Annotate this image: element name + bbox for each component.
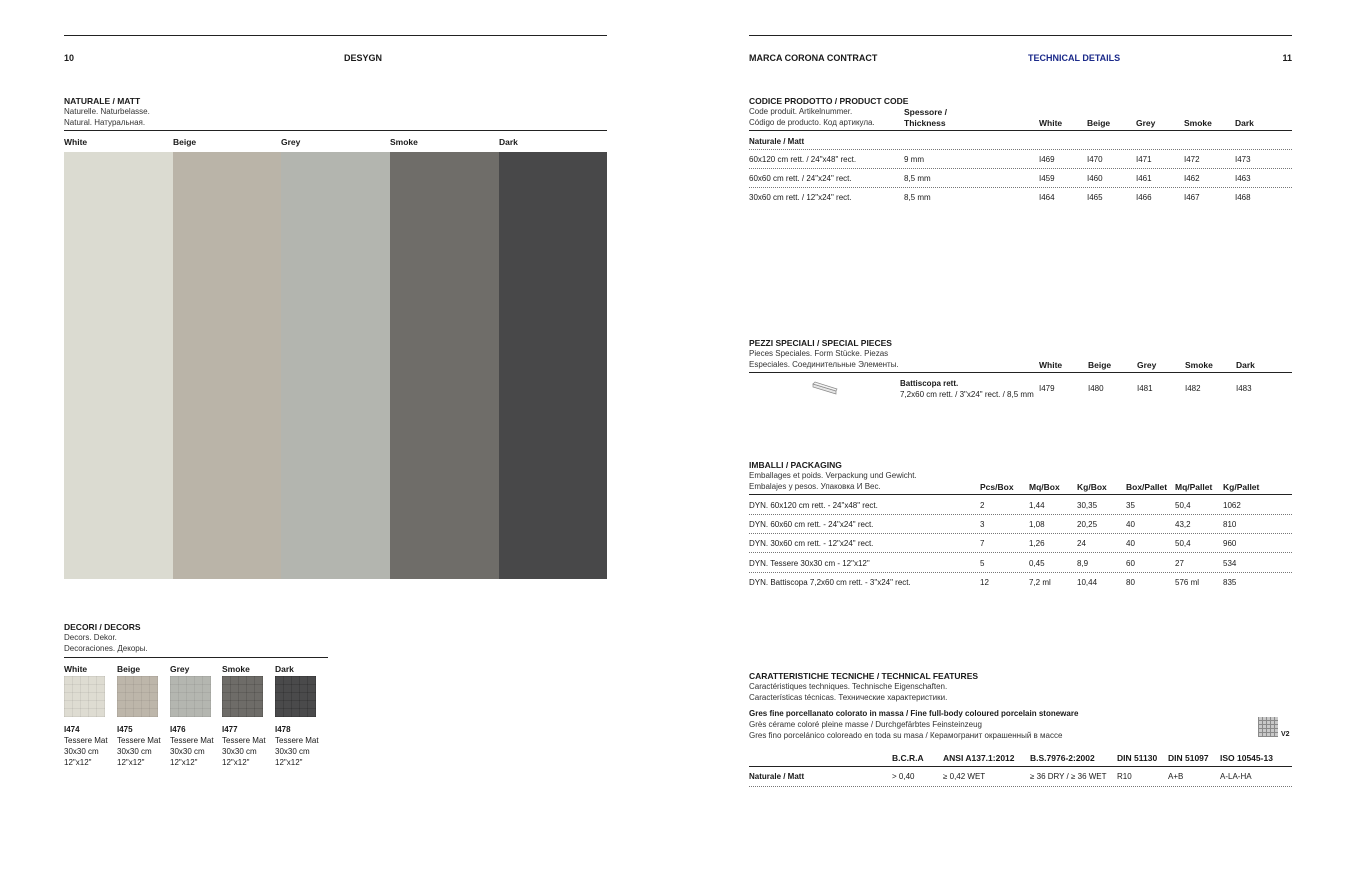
tf-head-din51097: DIN 51097	[1168, 753, 1209, 763]
pk-row2-v4: 40	[1126, 520, 1135, 529]
pk-row1-v1: 2	[980, 501, 985, 510]
pk-row4-name: DYN. Tessere 30x30 cm - 12"x12"	[749, 559, 870, 568]
decor-caption-smoke	[222, 724, 266, 768]
decor-code: I477	[222, 725, 238, 734]
decor-line1: Tessere Mat	[117, 736, 161, 745]
pc-row3-code-white: I464	[1039, 193, 1055, 202]
right-brand: MARCA CORONA CONTRACT	[749, 53, 878, 63]
decor-line1: Tessere Mat	[222, 736, 266, 745]
tf-val-bcra: > 0,40	[892, 772, 915, 781]
decor-line2: 30x30 cm	[64, 747, 99, 756]
pk-head-box-pallet: Box/Pallet	[1126, 482, 1168, 492]
pk-row5-name: DYN. Battiscopa 7,2x60 cm rett. - 3"x24" rect.	[749, 578, 911, 587]
pk-row5-v3: 10,44	[1077, 578, 1098, 587]
v2-badge: V2	[1281, 731, 1290, 738]
pk-divider	[749, 572, 1292, 573]
decor-line2: 30x30 cm	[222, 747, 257, 756]
pk-row2-v2: 1,08	[1029, 520, 1045, 529]
sp-col-white: White	[1039, 360, 1063, 370]
pk-head-mq-box: Mq/Box	[1029, 482, 1060, 492]
tile-swatch-beige	[173, 152, 281, 579]
pc-row3-thk: 8,5 mm	[904, 193, 931, 202]
pc-row2-thk: 8,5 mm	[904, 174, 931, 183]
sp-code-smoke: I482	[1185, 384, 1201, 393]
tf-head-ansi: ANSI A137.1:2012	[943, 753, 1015, 763]
pk-row3-v5: 50,4	[1175, 539, 1191, 548]
decor-line2: 30x30 cm	[275, 747, 310, 756]
decor-color-white: White	[64, 664, 88, 674]
pc-col-grey: Grey	[1136, 118, 1156, 128]
pk-row1-v2: 1,44	[1029, 501, 1045, 510]
decor-caption-dark	[275, 724, 319, 768]
tf-head-bs: B.S.7976-2:2002	[1030, 753, 1095, 763]
decor-line1: Tessere Mat	[275, 736, 319, 745]
right-top-rule	[749, 35, 1292, 36]
color-label-grey: Grey	[281, 137, 301, 147]
pc-group-label: Naturale / Matt	[749, 137, 805, 146]
pk-divider	[749, 533, 1292, 534]
packaging-rule	[749, 494, 1292, 495]
pc-row3-code-smoke: I467	[1184, 193, 1200, 202]
product-code-rule	[749, 130, 1292, 131]
special-item-name: Battiscopa rett.	[900, 379, 959, 388]
special-rule	[749, 372, 1292, 373]
features-sub2: Características técnicas. Технические характеристики.	[749, 693, 948, 702]
pk-row2-v5: 43,2	[1175, 520, 1191, 529]
pk-row5-v5: 576 ml	[1175, 578, 1200, 587]
pc-row2-size: 60x60 cm rett. / 24"x24" rect.	[749, 174, 852, 183]
pc-row3-code-grey: I466	[1136, 193, 1152, 202]
thickness-header-1: Spessore /	[904, 107, 947, 117]
pk-row2-v3: 20,25	[1077, 520, 1098, 529]
brand-title: DESYGN	[344, 53, 383, 63]
decor-code: I476	[170, 725, 186, 734]
packaging-sub2: Embalajes y pesos. Упаковка И Вес.	[749, 482, 881, 491]
sp-col-beige: Beige	[1088, 360, 1112, 370]
pc-col-beige: Beige	[1087, 118, 1111, 128]
decor-color-beige: Beige	[117, 664, 141, 674]
pk-row4-v3: 8,9	[1077, 559, 1089, 568]
pk-row5-v1: 12	[980, 578, 989, 587]
pc-row1-code-smoke: I472	[1184, 155, 1200, 164]
decor-mosaic-smoke	[222, 676, 263, 717]
decor-caption-grey	[170, 724, 214, 768]
material-sub1: Grès cérame coloré pleine masse / Durchgefärbtes Feinsteinzeug	[749, 720, 982, 729]
pc-row2-code-smoke: I462	[1184, 174, 1200, 183]
pc-row1-code-beige: I470	[1087, 155, 1103, 164]
pc-row2-code-white: I459	[1039, 174, 1055, 183]
pk-row3-name: DYN. 30x60 cm rett. - 12"x24" rect.	[749, 539, 874, 548]
tf-row-label: Naturale / Matt	[749, 772, 805, 781]
color-label-beige: Beige	[173, 137, 197, 147]
pk-head-kg-pallet: Kg/Pallet	[1223, 482, 1260, 492]
decor-mosaic-dark	[275, 676, 316, 717]
tf-val-din51130: R10	[1117, 772, 1132, 781]
decor-mosaic-white	[64, 676, 105, 717]
pk-row4-v2: 0,45	[1029, 559, 1045, 568]
special-sub2: Especiales. Соединительные Элементы.	[749, 360, 899, 369]
sp-col-smoke: Smoke	[1185, 360, 1213, 370]
section-title: TECHNICAL DETAILS	[1028, 53, 1121, 63]
special-sub1: Pieces Speciales. Form Stücke. Piezas	[749, 349, 889, 358]
pc-divider	[749, 187, 1292, 188]
tf-head-iso: ISO 10545-13	[1220, 753, 1273, 763]
decori-sub1: Decors. Dekor.	[64, 633, 117, 642]
pc-col-smoke: Smoke	[1184, 118, 1212, 128]
pk-row4-v4: 60	[1126, 559, 1135, 568]
pc-row3-size: 30x60 cm rett. / 12"x24" rect.	[749, 193, 852, 202]
pk-row4-v1: 5	[980, 559, 985, 568]
pc-row3-code-beige: I465	[1087, 193, 1103, 202]
pc-row2-code-dark: I463	[1235, 174, 1251, 183]
features-rule	[749, 766, 1292, 767]
decor-code: I475	[117, 725, 133, 734]
pk-row4-v6: 534	[1223, 559, 1237, 568]
pc-row2-code-grey: I461	[1136, 174, 1152, 183]
pk-row5-v2: 7,2 ml	[1029, 578, 1051, 587]
pc-row3-code-dark: I468	[1235, 193, 1251, 202]
pk-head-kg-box: Kg/Box	[1077, 482, 1107, 492]
tf-val-din51097: A+B	[1168, 772, 1184, 781]
tf-val-ansi: ≥ 0,42 WET	[943, 772, 986, 781]
finish-rule	[64, 130, 607, 131]
product-code-sub2: Código de producto. Код артикула.	[749, 118, 875, 127]
tf-val-bs: ≥ 36 DRY / ≥ 36 WET	[1030, 772, 1107, 781]
tile-swatch-smoke	[390, 152, 499, 579]
sp-col-grey: Grey	[1137, 360, 1157, 370]
finish-title: NATURALE / MATT	[64, 96, 141, 106]
decori-sub2: Decoraciones. Декоры.	[64, 644, 148, 653]
decor-line2: 30x30 cm	[170, 747, 205, 756]
decor-code: I474	[64, 725, 80, 734]
finish-sub1: Naturelle. Naturbelasse.	[64, 107, 150, 116]
pk-row3-v3: 24	[1077, 539, 1086, 548]
material-sub2: Gres fino porcelánico coloreado en toda su masa / Керамогранит окрашенный в массе	[749, 731, 1063, 740]
pk-row5-v6: 835	[1223, 578, 1237, 587]
sp-code-white: I479	[1039, 384, 1055, 393]
tile-swatch-dark	[499, 152, 607, 579]
tf-head-bcra: B.C.R.A	[892, 753, 924, 763]
skirting-board-icon	[812, 381, 838, 395]
color-label-dark: Dark	[499, 137, 518, 147]
decori-title: DECORI / DECORS	[64, 622, 141, 632]
decor-color-smoke: Smoke	[222, 664, 250, 674]
pc-row2-code-beige: I460	[1087, 174, 1103, 183]
pk-head-mq-pallet: Mq/Pallet	[1175, 482, 1213, 492]
tf-divider	[749, 786, 1292, 787]
decor-caption-beige	[117, 724, 161, 768]
decor-line3: 12"x12"	[222, 758, 250, 767]
decor-line3: 12"x12"	[117, 758, 145, 767]
material-title: Gres fine porcellanato colorato in massa / Fine full-body coloured porcelain stoneware	[749, 709, 1079, 718]
pk-divider	[749, 514, 1292, 515]
pk-divider	[749, 552, 1292, 553]
left-top-rule	[64, 35, 607, 36]
pk-row2-name: DYN. 60x60 cm rett. - 24"x24" rect.	[749, 520, 874, 529]
left-page-number: 10	[64, 53, 75, 63]
decor-code: I478	[275, 725, 291, 734]
product-code-title: CODICE PRODOTTO / PRODUCT CODE	[749, 96, 909, 106]
pc-divider	[749, 168, 1292, 169]
sp-code-dark: I483	[1236, 384, 1252, 393]
pk-row5-v4: 80	[1126, 578, 1135, 587]
features-sub1: Caractéristiques techniques. Technische Eigenschaften.	[749, 682, 948, 691]
decor-line1: Tessere Mat	[64, 736, 108, 745]
pk-row2-v6: 810	[1223, 520, 1237, 529]
pk-row1-v3: 30,35	[1077, 501, 1098, 510]
sp-code-grey: I481	[1137, 384, 1153, 393]
pc-col-white: White	[1039, 118, 1063, 128]
pc-row1-thk: 9 mm	[904, 155, 924, 164]
pk-row1-name: DYN. 60x120 cm rett. - 24"x48" rect.	[749, 501, 878, 510]
decor-color-dark: Dark	[275, 664, 294, 674]
pc-row1-code-dark: I473	[1235, 155, 1251, 164]
special-title: PEZZI SPECIALI / SPECIAL PIECES	[749, 338, 892, 348]
decor-line2: 30x30 cm	[117, 747, 152, 756]
color-label-smoke: Smoke	[390, 137, 418, 147]
special-item-size: 7,2x60 cm rett. / 3"x24" rect. / 8,5 mm	[900, 390, 1034, 399]
packaging-title: IMBALLI / PACKAGING	[749, 460, 842, 470]
pc-divider	[749, 149, 1292, 150]
sp-col-dark: Dark	[1236, 360, 1255, 370]
decor-line1: Tessere Mat	[170, 736, 214, 745]
tile-swatch-grey	[281, 152, 390, 579]
pc-row1-size: 60x120 cm rett. / 24"x48" rect.	[749, 155, 857, 164]
thickness-header-2: Thickness	[904, 118, 946, 128]
pk-row3-v1: 7	[980, 539, 985, 548]
features-title: CARATTERISTICHE TECNICHE / TECHNICAL FEATURES	[749, 671, 979, 681]
decor-caption-white	[64, 724, 108, 768]
pk-row1-v4: 35	[1126, 501, 1135, 510]
pc-row1-code-grey: I471	[1136, 155, 1152, 164]
color-label-white: White	[64, 137, 88, 147]
pk-row1-v5: 50,4	[1175, 501, 1191, 510]
tf-val-iso: A-LA-HA	[1220, 772, 1252, 781]
tile-swatch-white	[64, 152, 173, 579]
packaging-sub1: Emballages et poids. Verpackung und Gewicht.	[749, 471, 917, 480]
decor-line3: 12"x12"	[275, 758, 303, 767]
pc-col-dark: Dark	[1235, 118, 1254, 128]
pk-row3-v2: 1,26	[1029, 539, 1045, 548]
sp-code-beige: I480	[1088, 384, 1104, 393]
pk-row4-v5: 27	[1175, 559, 1184, 568]
decori-rule	[64, 657, 328, 658]
decor-mosaic-grey	[170, 676, 211, 717]
pk-head-pcs-box: Pcs/Box	[980, 482, 1014, 492]
pc-row1-code-white: I469	[1039, 155, 1055, 164]
pk-row3-v4: 40	[1126, 539, 1135, 548]
decor-line3: 12"x12"	[170, 758, 198, 767]
pk-row3-v6: 960	[1223, 539, 1237, 548]
decor-mosaic-beige	[117, 676, 158, 717]
tf-head-din51130: DIN 51130	[1117, 753, 1158, 763]
v2-grid-icon	[1258, 717, 1278, 737]
decor-line3: 12"x12"	[64, 758, 92, 767]
pk-row1-v6: 1062	[1223, 501, 1241, 510]
pk-row2-v1: 3	[980, 520, 985, 529]
decor-color-grey: Grey	[170, 664, 190, 674]
finish-sub2: Natural. Натуральная.	[64, 118, 146, 127]
product-code-sub1: Code produit. Artikelnummer.	[749, 107, 853, 116]
right-page-number: 11	[1282, 53, 1292, 63]
